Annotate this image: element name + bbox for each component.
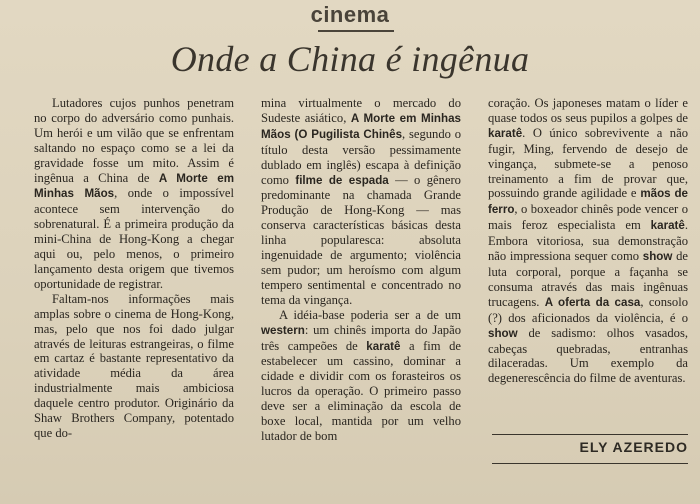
text: mina virtualmente o mercado do Sudeste asiático, (261, 96, 461, 125)
column-1 (34, 96, 234, 441)
section-label (0, 2, 700, 28)
text: . Embora vitoriosa, sua demonstração não impressiona sequer como (488, 218, 688, 264)
text: A idéia-base poderia ser a de um (279, 307, 461, 322)
martial-art-term: karatê (488, 126, 523, 140)
text: , consolo (?) dos aficionados da violência, é o (488, 294, 688, 325)
text: Faltam-nos informações mais amplas sobre o cinema de Hong-Kong, mas, pelo que nos foi dado julgar através de leituras estrangeiras, o filme em cartaz é bastante representativo da atividade média da área industrialmente mais ambiciosa daquele centro produtor. Originário da Shaw Brothers Company, potentado que do- (34, 291, 234, 440)
paragraph (261, 96, 461, 308)
paragraph (34, 96, 234, 292)
section-title: cinema (310, 2, 390, 27)
text: — o gênero predominante na chamada Grande Produção de Hong-Kong — mas conserva características básicas desta linha popularesca: absoluta ingenuidade de argumento; violência sem pudor; um heroísmo com algum tempero sentimental e concentrado no tema da vingança. (261, 172, 461, 307)
section-underline (318, 30, 394, 32)
film-title: A Morte em Minhas Mãos (34, 171, 234, 201)
text: coração. Os japoneses matam o líder e quase todos os seus pupilos a golpes de (488, 96, 688, 125)
film-title: A Morte em Minhas Mãos (O Pugilista Chinês (261, 111, 461, 141)
text: de sadismo: olhos vasados, cabeças quebradas, entranhas dilaceradas. Um exemplo da degenerescência do filme de aventuras. (488, 325, 688, 386)
text: a fim de estabelecer um cassino, dominar a cidade e dividir com os forasteiros os lucros da operação. O primeiro passo deve ser a eliminação da escola de boxe local, mantida por um velho lutador de bom (261, 338, 461, 443)
martial-art-term: karatê (366, 339, 401, 353)
genre-term: filme de espada (295, 173, 389, 187)
text: , o boxeador chinês pode vencer o mais feroz especialista em (488, 202, 688, 233)
emphasis-term: show (642, 250, 673, 264)
text: , segundo o título desta versão pessimamente dublado em inglês) escapa à definição como (261, 126, 461, 187)
text: de luta corporal, porque a façanha se consuma através das mais ingênuas trucagens. (488, 249, 688, 309)
emphasis-term: show (488, 326, 518, 340)
text: Lutadores cujos punhos penetram no corpo do adversário como punhais. Um herói e um vilão que se enfrentam saltando no espaço como se a lei da gravidade fosse um mito. Assim é ingênua a China de (34, 96, 234, 185)
paragraph (488, 96, 688, 386)
martial-art-term: karatê (650, 219, 685, 233)
genre-term: western (261, 323, 305, 337)
text: : um chinês importa do Japão três campeões de (261, 322, 461, 353)
paragraph (34, 292, 234, 441)
paragraph (261, 308, 461, 444)
byline-rule-top (492, 434, 688, 435)
emphasis-term: mãos de ferro (488, 187, 689, 217)
author-byline: ELY AZEREDO (579, 439, 688, 455)
byline-rule-bottom (492, 463, 688, 464)
text: . O único sobrevivente a não fugir, Ming, fervendo de desejo de vingança, submete-se a penoso treinamento a fim de provar que, possuindo grande agilidade e (488, 125, 688, 201)
column-2 (261, 96, 461, 444)
article-headline: Onde a China é ingênua (170, 39, 530, 79)
emphasis-term: A oferta da casa (544, 295, 641, 309)
column-3 (488, 96, 688, 386)
text: , onde o impossível acontece sem intervenção do sobrenatural. É a primeira produção da mini-China de Hong-Kong a chegar aqui ou, pelo menos, o primeiro lançamento desta origem que tivemos oportunidade de registrar. (34, 186, 234, 291)
